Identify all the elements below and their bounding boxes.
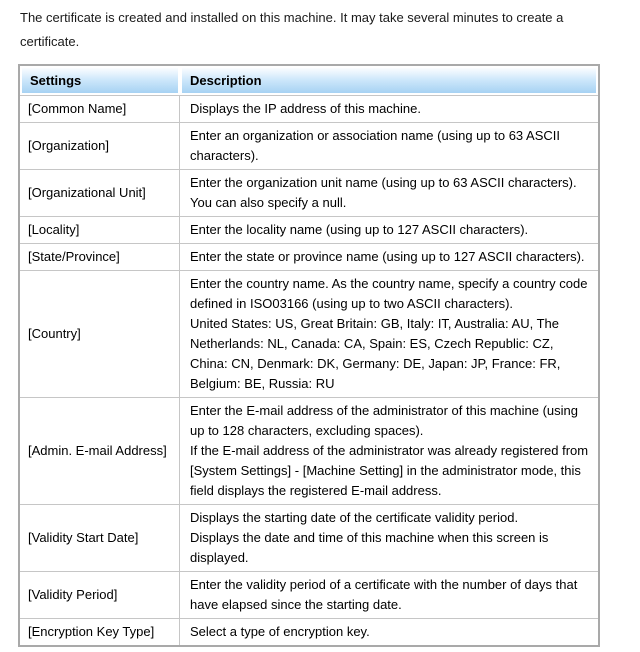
description-cell — [180, 397, 598, 504]
table-row — [20, 618, 598, 645]
table-row — [20, 397, 598, 504]
setting-name-cell: [Organizational Unit] — [20, 169, 180, 216]
setting-name-cell: [Country] — [20, 270, 180, 397]
table-row — [20, 504, 598, 571]
description-cell — [180, 618, 598, 645]
description-cell — [180, 270, 598, 397]
table-row — [20, 216, 598, 243]
description-cell — [180, 95, 598, 122]
description-line: United States: US, Great Britain: GB, Italy: IT, Australia: AU, The Netherlands: NL, Canada: CA, Spain: ES, Czech Republic: CZ, China: CN, Denmark: DK, Germany: DE, Japan: JP, France: FR, Belgium: BE, Russia: RU — [190, 316, 561, 391]
description-cell — [180, 169, 598, 216]
table-row — [20, 95, 598, 122]
setting-name-cell: [Admin. E-mail Address] — [20, 397, 180, 504]
table-header-row — [20, 66, 598, 95]
description-cell — [180, 243, 598, 270]
description-line: Select a type of encryption key. — [190, 624, 370, 639]
description-line: Enter the locality name (using up to 127 ASCII characters). — [190, 222, 529, 237]
table-row — [20, 122, 598, 169]
table-body — [20, 95, 598, 645]
description-cell — [180, 504, 598, 571]
description-line: Displays the starting date of the certificate validity period. — [190, 510, 519, 525]
description-line: Displays the date and time of this machine when this screen is displayed. — [190, 530, 549, 565]
description-line: You can also specify a null. — [190, 195, 347, 210]
settings-column-header: Settings — [20, 66, 180, 95]
table-row — [20, 571, 598, 618]
setting-name-cell: [Locality] — [20, 216, 180, 243]
table-row — [20, 243, 598, 270]
description-column-header: Description — [180, 66, 598, 95]
setting-name-cell: [Common Name] — [20, 95, 180, 122]
description-line: If the E-mail address of the administrator was already registered from [System Settings] - [Machine Setting] in the administrator mode, this field displays the registered E-mail address. — [190, 443, 589, 498]
description-cell — [180, 122, 598, 169]
description-line: Enter the validity period of a certificate with the number of days that have elapsed since the starting date. — [190, 577, 578, 612]
setting-name-cell: [State/Province] — [20, 243, 180, 270]
table-row — [20, 270, 598, 397]
setting-name-cell: [Organization] — [20, 122, 180, 169]
setting-name-cell: [Validity Start Date] — [20, 504, 180, 571]
description-line: Enter the E-mail address of the administrator of this machine (using up to 128 characters, excluding spaces). — [190, 403, 579, 438]
table-header — [20, 66, 598, 95]
intro-text: The certificate is created and installed on this machine. It may take several minutes to create a certificate. — [20, 10, 564, 49]
description-cell — [180, 216, 598, 243]
table-row — [20, 169, 598, 216]
description-line: Displays the IP address of this machine. — [190, 101, 421, 116]
settings-description-table — [18, 64, 600, 647]
description-cell — [180, 571, 598, 618]
description-line: Enter the state or province name (using up to 127 ASCII characters). — [190, 249, 585, 264]
description-line: Enter an organization or association name (using up to 63 ASCII characters). — [190, 128, 560, 163]
setting-name-cell: [Validity Period] — [20, 571, 180, 618]
setting-name-cell: [Encryption Key Type] — [20, 618, 180, 645]
description-line: Enter the organization unit name (using up to 63 ASCII characters). — [190, 175, 577, 190]
description-line: Enter the country name. As the country name, specify a country code defined in ISO03166 (using up to two ASCII characters). — [190, 276, 588, 311]
